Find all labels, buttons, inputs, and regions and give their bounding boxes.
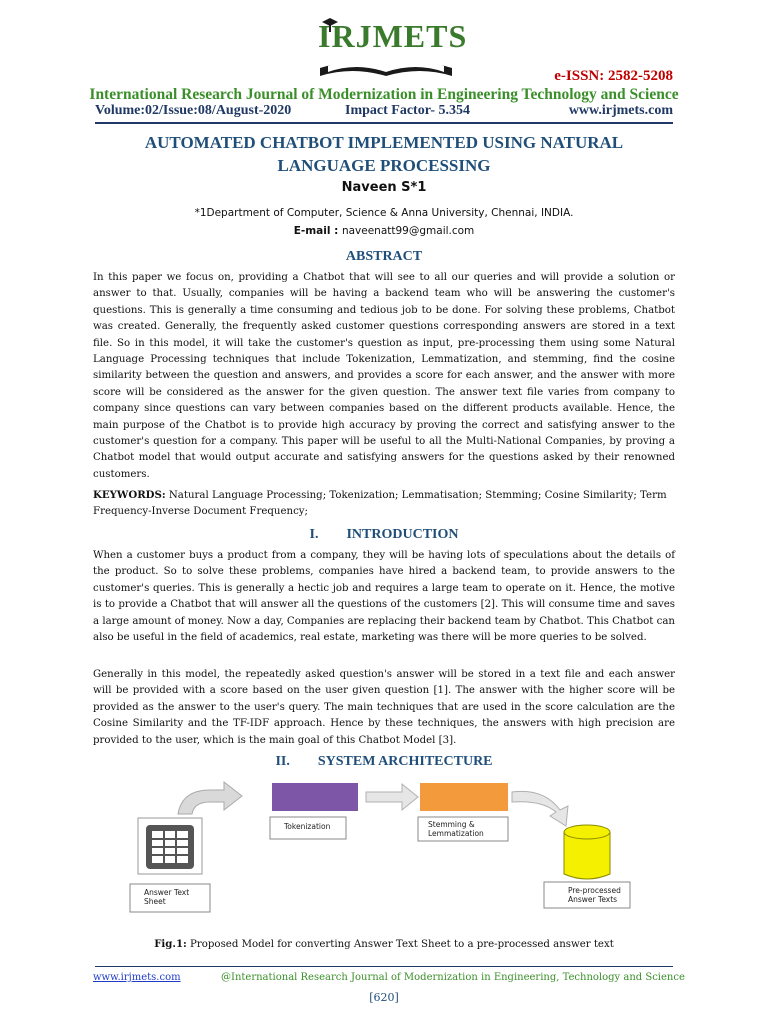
header-divider	[95, 122, 673, 124]
architecture-diagram	[120, 770, 648, 920]
author-email	[0, 225, 768, 237]
impact-factor: Impact Factor- 5.354	[345, 103, 471, 118]
page-number: [620]	[369, 991, 399, 1004]
stemming-label-line2: Lemmatization	[428, 829, 484, 838]
journal-website: www.irjmets.com	[568, 103, 673, 118]
figure-caption-label: Fig.1:	[154, 938, 187, 950]
figure-caption	[0, 938, 768, 950]
tokenization-label: Tokenization	[284, 822, 331, 831]
footer-copyright: @International Research Journal of Modernization in Engineering, Technology and Science	[221, 972, 685, 983]
abstract-heading: ABSTRACT	[345, 249, 423, 264]
preprocessed-label	[568, 886, 621, 904]
answer-sheet-label: Answer Text Sheet	[144, 888, 190, 906]
stemming-label	[428, 820, 484, 838]
preprocessed-label-line2: Answer Texts	[568, 895, 618, 904]
database-icon	[564, 825, 610, 879]
preprocessed-label-line1: Pre-processed	[568, 886, 621, 895]
architecture-heading-text: II. SYSTEM ARCHITECTURE	[275, 754, 493, 769]
email-address: naveenatt99@gmail.com	[341, 225, 475, 237]
keywords	[93, 487, 675, 521]
logo-text: IRJMETS	[318, 18, 468, 54]
tokenization-box	[272, 783, 358, 811]
issn-number: e-ISSN: 2582-5208	[554, 68, 673, 84]
journal-name: International Research Journal of Modernization in Engineering Technology and Science	[89, 86, 679, 103]
volume-issue: Volume:02/Issue:08/August-2020	[95, 103, 292, 118]
flow-arrow-3-icon	[512, 791, 568, 826]
footer-website-link[interactable]: www.irjmets.com	[93, 972, 181, 983]
architecture-heading	[0, 754, 768, 770]
introduction-heading-text: I. INTRODUCTION	[309, 527, 459, 542]
journal-logo	[318, 16, 468, 80]
paper-title-line1: AUTOMATED CHATBOT IMPLEMENTED USING NATURAL	[144, 133, 624, 152]
introduction-paragraph-1: When a customer buys a product from a company, they will be having lots of speculations about the details of the product. So to solve these problems, companies have hired a backend team, to provide answers to the customer's queries. This is generally a hectic job and requires a large team to operate on it. Hence, the motive is to provide a Chatbot that will answer all the questions of the customers [2]. This will consume time and saves a large amount of money. Now a day, Companies are replacing their backend team by Chatbot. This Chatbot can also be useful in the field of academics, real estate, marketing was there will be more queries to be solved.	[93, 550, 675, 644]
flow-arrow-1-icon	[178, 782, 242, 814]
stemming-label-line1: Stemming &	[428, 820, 475, 829]
paper-title	[100, 131, 668, 177]
introduction-paragraph-2: Generally in this model, the repeatedly asked question's answer will be stored in a text file and each answer will be provided with a score based on the user given question [1]. The answer with the higher score will be provided as the answer to the user's query. The main techniques that are used in the score calculation are the Cosine Similarity and the TF-IDF approach. Hence by these techniques, the answers with high precision are provided to the user, which is the main goal of this Chatbot Model [3].	[93, 669, 675, 746]
keywords-list: Natural Language Processing; Tokenization; Lemmatisation; Stemming; Cosine Similarity; Term Frequency-Inverse Document Frequency;	[93, 490, 667, 518]
footer-divider	[95, 966, 673, 967]
volume-row	[95, 103, 673, 121]
flow-arrow-2-icon	[366, 784, 418, 810]
spreadsheet-icon	[138, 818, 202, 874]
author-affiliation: *1Department of Computer, Science & Anna University, Chennai, INDIA.	[194, 207, 574, 219]
author-name: Naveen S*1	[341, 180, 427, 195]
stemming-box	[420, 783, 508, 811]
keywords-label: KEYWORDS:	[93, 489, 166, 501]
figure-caption-text: Proposed Model for converting Answer Text Sheet to a pre-processed answer text	[186, 939, 614, 950]
introduction-heading	[0, 527, 768, 543]
footer	[93, 972, 685, 986]
paper-title-line2: LANGUAGE PROCESSING	[277, 156, 491, 175]
email-label: E-mail :	[293, 225, 342, 237]
abstract-text: In this paper we focus on, providing a Chatbot that will see to all our queries and will provide a solution or answer to that. Usually, companies will be having a backend team who will be answering the customer's questions. This is generally a time consuming and tedious job to be done. For solving these problems, Chatbot was created. Generally, the frequently asked customer questions corresponding answers are stored in a text file. So in this model, it will take the customer's question as input, pre-processing them using some Natural Language Processing techniques that include Tokenization, Lemmatization, and stemming, find the cosine similarity between the question and answers, and provides a score for each answer, and the answer with more score will be considered as the answer for the given question. The answer text file varies from company to company since questions can vary between companies based on the different products available. Hence, the main purpose of the Chatbot is to provide high accuracy by proving the correct and satisfying answer to the customer's question for a company. This paper will be useful to all the Multi-National Companies, by proving a Chatbot model that would output accurate and satisfying answers for the questions asked by their renowned customers.	[93, 272, 675, 480]
